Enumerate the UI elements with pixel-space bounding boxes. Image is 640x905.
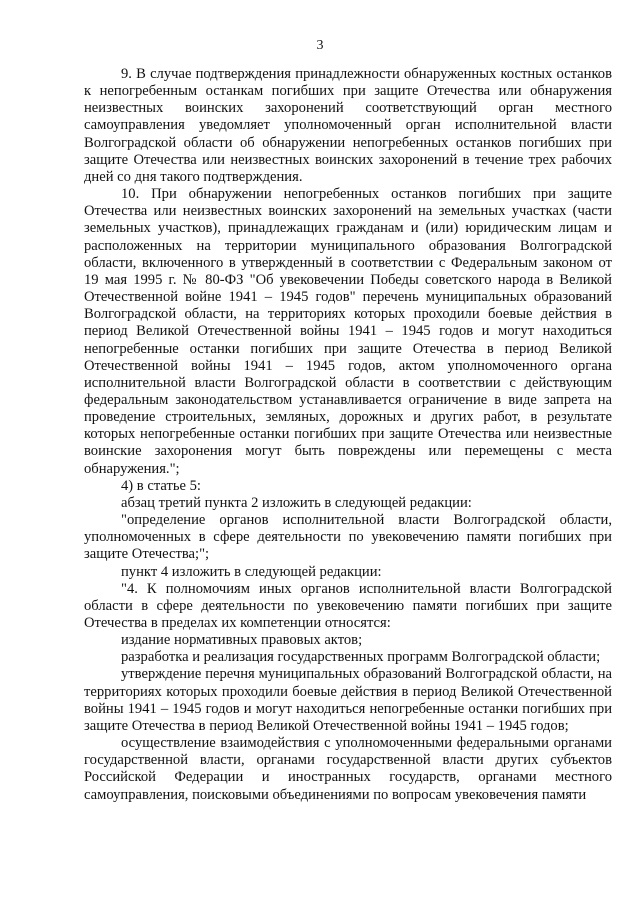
paragraph-item-10: 10. При обнаружении непогребенных останков погибших при защите Отечества или неизвестных воинских захоронений на земельных участках (части земельных участков), принадлежащих гражданам и (или) юридическим лицам и расположенных на территории муниципального образования Волгоградской области, включенного в утвержденный в соответствии с Федеральным законом от 19 мая 1995 г. № 80-ФЗ "Об увековечении Победы советского народа в Великой Отечественной войне 1941 – 1945 годов" перечень муниципальных образований Волгоградской области, на территориях которых проходили боевые действия в период Великой Отечественной войны 1941 – 1945 годов и могут находиться непогребенные останки погибших при защите Отечества в период Великой Отечественной войны 1941 – 1945 годов, актом уполномоченного органа исполнительной власти Волгоградской области в соответствии с действующим федеральным законодательством устанавливается ограничение в виде запрета на проведение строительных, земляных, дорожных и других работ, в результате которых непогребенные останки погибших при защите Отечества или неизвестные воинские захоронения могут быть повреждены или перемещены с места обнаружения.";	[84, 186, 612, 477]
page-number: 3	[316, 38, 324, 53]
paragraph-clause-2-intro: абзац третий пункта 2 изложить в следующей редакции:	[121, 494, 472, 511]
paragraph-clause-2-text: "определение органов исполнительной власти Волгоградской области, уполномоченных в сфере деятельности по увековечению памяти погибших при защите Отечества;";	[84, 512, 612, 563]
paragraph-list-item: издание нормативных правовых актов;	[121, 632, 363, 649]
paragraph-item-9: 9. В случае подтверждения принадлежности обнаруженных костных останков к непогребенным останкам погибших при защите Отечества или обнаружения неизвестных воинских захоронений соответствующий орган местного самоуправления уведомляет уполномоченный орган исполнительной власти Волгоградской области об обнаружении непогребенных останков погибших при защите Отечества или неизвестных воинских захоронений в течение трех рабочих дней со дня такого подтверждения.	[84, 66, 612, 185]
paragraph-clause-4-text: "4. К полномочиям иных органов исполнительной власти Волгоградской области в сфере деятельности по увековечению памяти погибших при защите Отечества в пределах их компетенции относятся:	[84, 580, 612, 631]
paragraph-list-item: разработка и реализация государственных программ Волгоградской области;	[121, 649, 601, 666]
paragraph-list-item: осуществление взаимодействия с уполномоченными федеральными органами государственной власти, органами государственной власти других субъектов Российской Федерации и иностранных государств, органами местного самоуправления, поисковыми объединениями по вопросам увековечения памяти	[84, 735, 612, 803]
paragraph-clause-4-intro: пункт 4 изложить в следующей редакции:	[121, 563, 382, 580]
document-body	[84, 66, 612, 804]
paragraph-list-item: утверждение перечня муниципальных образований Волгоградской области, на территориях которых проходили боевые действия в период Великой Отечественной войны 1941 – 1945 годов и могут находиться непогребенные останки погибших при защите Отечества в период Великой Отечественной войны 1941 – 1945 годов;	[84, 666, 612, 734]
paragraph-amendment-article-5: 4) в статье 5:	[121, 477, 201, 494]
